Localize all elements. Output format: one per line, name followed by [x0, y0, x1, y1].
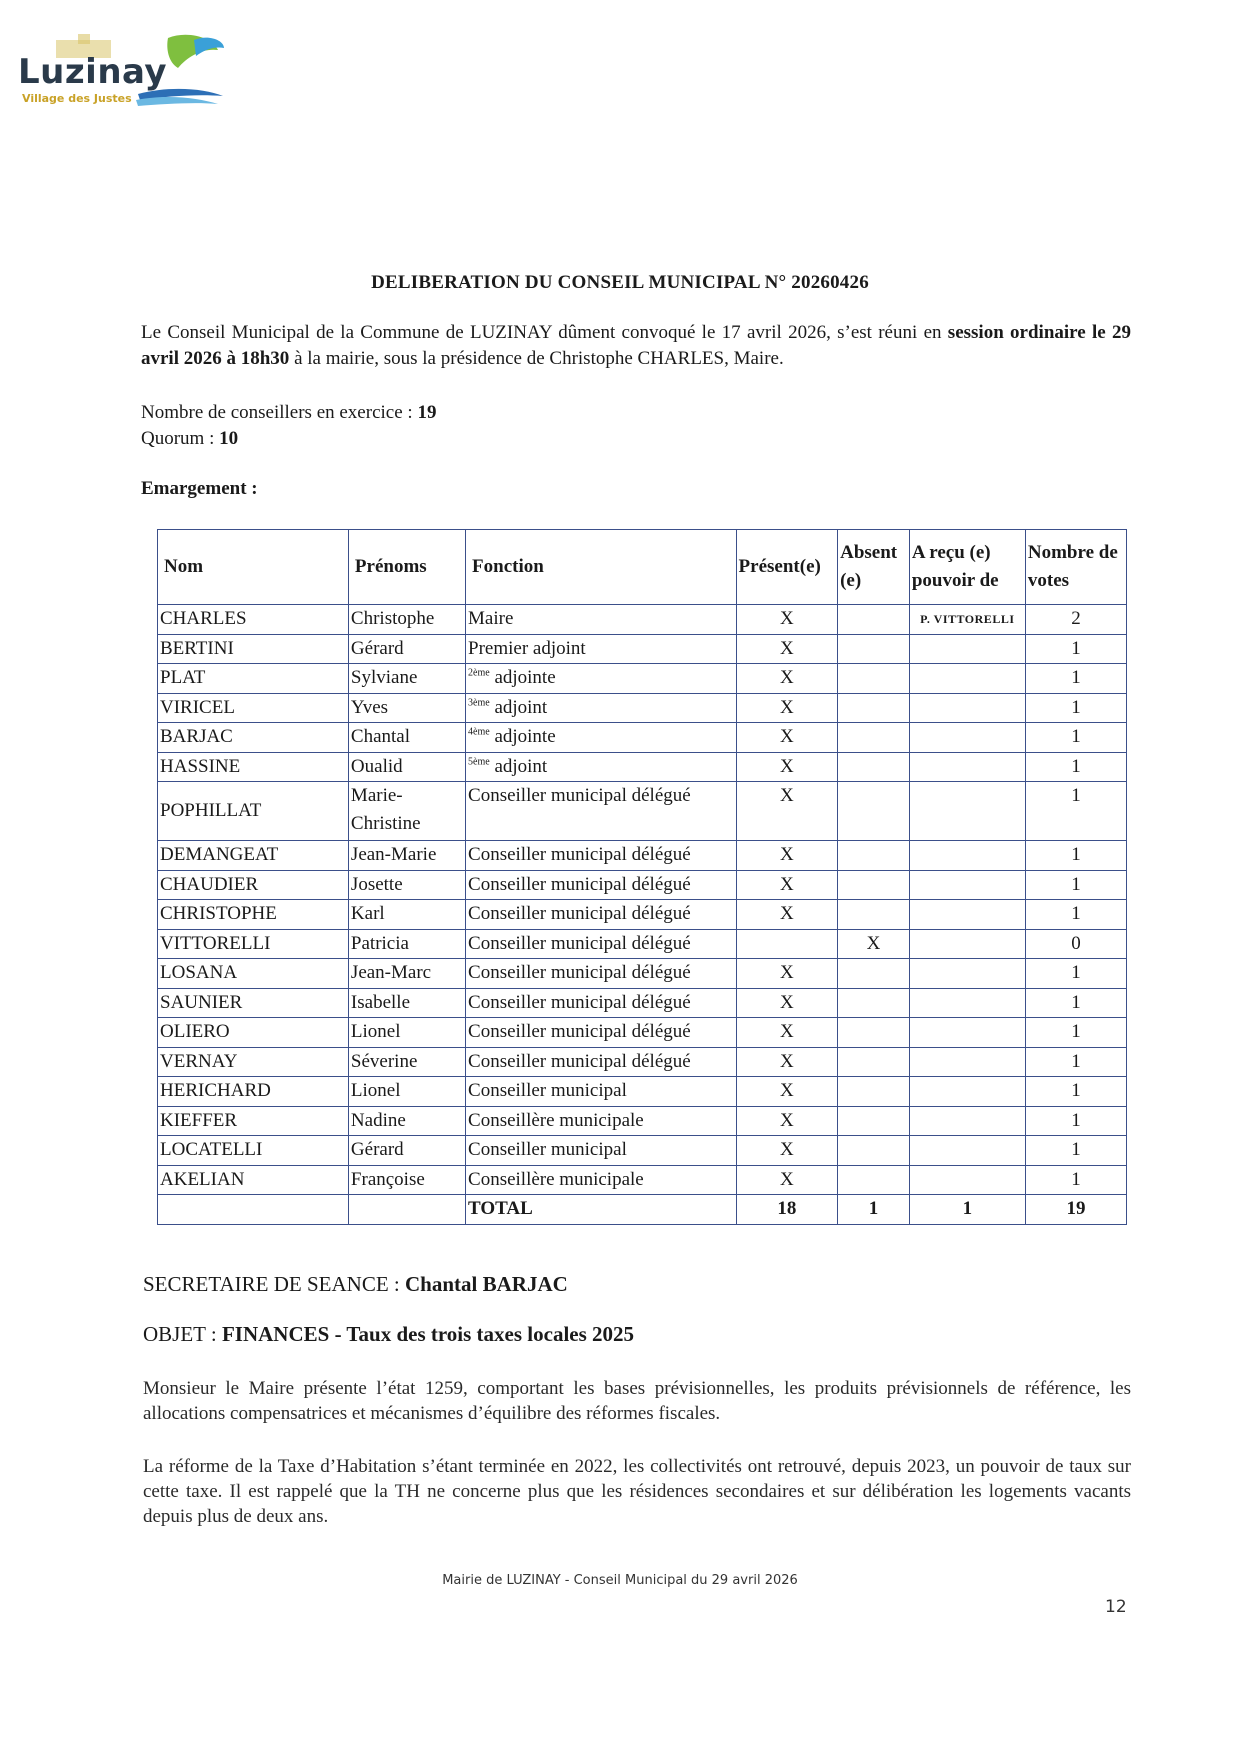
cell-prenom: Marie-Christine: [348, 782, 465, 841]
cell-absent: [838, 870, 910, 900]
header-fonction: Fonction: [466, 530, 737, 605]
cell-fonction-text: adjointe: [489, 667, 556, 689]
cell-fonction: Maire: [466, 605, 737, 635]
cell-prenom: Lionel: [348, 1077, 465, 1107]
total-absent: 1: [838, 1195, 910, 1225]
intro-session-bold: session ordinaire le 29 avril 2026 à 18h30: [141, 322, 1131, 369]
cell-prenom: Chantal: [348, 723, 465, 753]
cell-pouvoir: [909, 900, 1025, 930]
objet-label: OBJET :: [143, 1322, 222, 1346]
cell-fonction: Conseiller municipal délégué: [466, 988, 737, 1018]
cell-present: X: [736, 605, 838, 635]
header-prenoms: Prénoms: [348, 530, 465, 605]
cell-absent: [838, 782, 910, 841]
cell-votes: 1: [1025, 870, 1126, 900]
cell-votes: 1: [1025, 1047, 1126, 1077]
cell-votes: 1: [1025, 841, 1126, 871]
cell-fonction: Conseillère municipale: [466, 1165, 737, 1195]
objet-value: FINANCES - Taux des trois taxes locales 2025: [221, 1322, 635, 1346]
cell-absent: [838, 664, 910, 694]
cell-absent: [838, 1106, 910, 1136]
cell-nom: LOCATELLI: [158, 1136, 349, 1166]
cell-absent: [838, 1165, 910, 1195]
cell-nom: CHARLES: [158, 605, 349, 635]
cell-absent: [838, 1047, 910, 1077]
cell-votes: 1: [1025, 723, 1126, 753]
cell-present: X: [736, 841, 838, 871]
cell-prenom: Patricia: [348, 929, 465, 959]
cell-prenom: Gérard: [348, 1136, 465, 1166]
table-row: [158, 870, 1127, 900]
secretaire-value: Chantal BARJAC: [405, 1272, 568, 1296]
cell-pouvoir: [909, 1106, 1025, 1136]
table-row: [158, 988, 1127, 1018]
cell-votes: 1: [1025, 988, 1126, 1018]
cell-pouvoir: [909, 870, 1025, 900]
cell-prenom: Lionel: [348, 1018, 465, 1048]
cell-fonction: Conseiller municipal délégué: [466, 959, 737, 989]
table-row: [158, 605, 1127, 635]
conseillers-value: 19: [417, 402, 437, 423]
cell-present: X: [736, 723, 838, 753]
cell-pouvoir: [909, 959, 1025, 989]
cell-fonction: Conseiller municipal: [466, 1136, 737, 1166]
cell-pouvoir: [909, 1136, 1025, 1166]
cell-fonction: Conseiller municipal délégué: [466, 929, 737, 959]
cell-absent: [838, 988, 910, 1018]
total-votes: 19: [1025, 1195, 1126, 1225]
cell-present: X: [736, 1077, 838, 1107]
table-row: [158, 1136, 1127, 1166]
cell-fonction: Conseiller municipal délégué: [466, 782, 737, 841]
cell-absent: [838, 634, 910, 664]
cell-absent: [838, 959, 910, 989]
cell-pouvoir: [909, 723, 1025, 753]
cell-nom: VERNAY: [158, 1047, 349, 1077]
cell-pouvoir: [909, 1165, 1025, 1195]
cell-present: X: [736, 900, 838, 930]
cell-prenom: Christophe: [348, 605, 465, 635]
total-pouvoir: 1: [909, 1195, 1025, 1225]
cell-pouvoir: [909, 988, 1025, 1018]
cell-nom: VIRICEL: [158, 693, 349, 723]
cell-fonction: Conseiller municipal: [466, 1077, 737, 1107]
cell-nom: DEMANGEAT: [158, 841, 349, 871]
cell-fonction-text: adjointe: [489, 726, 556, 748]
header-pouvoir: A reçu (e) pouvoir de: [909, 530, 1025, 605]
cell-votes: 1: [1025, 1018, 1126, 1048]
table-row: [158, 1018, 1127, 1048]
cell-fonction: Conseiller municipal délégué: [466, 870, 737, 900]
cell-votes: 1: [1025, 664, 1126, 694]
table-row: [158, 1106, 1127, 1136]
cell-fonction-ordinal: 4ème: [468, 726, 490, 738]
intro-text-1: Le Conseil Municipal de la Commune de LUZINAY dûment convoqué le 17 avril 2026, s’est réuni en: [141, 322, 948, 343]
cell-votes: 1: [1025, 1165, 1126, 1195]
cell-nom: KIEFFER: [158, 1106, 349, 1136]
cell-prenom: Josette: [348, 870, 465, 900]
cell-present: X: [736, 782, 838, 841]
cell-present: X: [736, 1136, 838, 1166]
cell-prenom: Gérard: [348, 634, 465, 664]
cell-present: X: [736, 959, 838, 989]
cell-fonction-ordinal: 5ème: [468, 756, 490, 768]
body-paragraph-2: La réforme de la Taxe d’Habitation s’étant terminée en 2022, les collectivités ont retrouvé, depuis 2023, un pouvoir de taux sur cette taxe. Il est rappelé que la TH ne concerne plus que les résidences secondaires et sur délibération les logements vacants depuis plus de deux ans.: [143, 1456, 1131, 1527]
table-row: [158, 1165, 1127, 1195]
cell-fonction: Conseiller municipal délégué: [466, 900, 737, 930]
luzinay-logo: [18, 28, 228, 113]
cell-votes: 1: [1025, 1106, 1126, 1136]
cell-prenom: Sylviane: [348, 664, 465, 694]
cell-absent: [838, 605, 910, 635]
cell-fonction-ordinal: 2ème: [468, 667, 490, 679]
header-votes: Nombre de votes: [1025, 530, 1126, 605]
cell-prenom: Jean-Marie: [348, 841, 465, 871]
cell-absent: [838, 900, 910, 930]
cell-present: X: [736, 1047, 838, 1077]
cell-present: X: [736, 988, 838, 1018]
table-row: [158, 634, 1127, 664]
cell-votes: 1: [1025, 959, 1126, 989]
cell-pouvoir: [909, 841, 1025, 871]
cell-votes: 2: [1025, 605, 1126, 635]
cell-absent: [838, 723, 910, 753]
cell-nom: PLAT: [158, 664, 349, 694]
cell-prenom: Séverine: [348, 1047, 465, 1077]
cell-votes: 1: [1025, 782, 1126, 841]
objet-line: [143, 1322, 634, 1347]
intro-text-2: à la mairie, sous la présidence de Christophe CHARLES, Maire.: [289, 348, 784, 369]
cell-votes: 1: [1025, 752, 1126, 782]
cell-nom: BARJAC: [158, 723, 349, 753]
attendance-table: [157, 529, 1127, 1225]
cell-fonction: [466, 723, 737, 753]
table-row: [158, 782, 1127, 841]
table-row: [158, 664, 1127, 694]
cell-absent: [838, 1077, 910, 1107]
cell-prenom: Françoise: [348, 1165, 465, 1195]
cell-present: X: [736, 1106, 838, 1136]
cell-votes: 0: [1025, 929, 1126, 959]
header-present: Présent(e): [736, 530, 838, 605]
cell-nom: AKELIAN: [158, 1165, 349, 1195]
cell-pouvoir: [909, 664, 1025, 694]
cell-absent: [838, 1136, 910, 1166]
cell-absent: [838, 841, 910, 871]
cell-present: [736, 929, 838, 959]
cell-nom: SAUNIER: [158, 988, 349, 1018]
conseillers-label: Nombre de conseillers en exercice :: [141, 402, 418, 423]
cell-pouvoir: [909, 634, 1025, 664]
cell-pouvoir: [909, 1018, 1025, 1048]
cell-prenom: Isabelle: [348, 988, 465, 1018]
cell-pouvoir: [909, 1047, 1025, 1077]
cell-nom: CHAUDIER: [158, 870, 349, 900]
cell-present: X: [736, 870, 838, 900]
meta-counts: [141, 400, 436, 452]
cell-absent: [838, 693, 910, 723]
cell-nom: OLIERO: [158, 1018, 349, 1048]
cell-present: X: [736, 752, 838, 782]
cell-nom: HASSINE: [158, 752, 349, 782]
emargement-heading: Emargement :: [141, 478, 258, 499]
cell-absent: X: [838, 929, 910, 959]
cell-absent: [838, 752, 910, 782]
cell-nom: LOSANA: [158, 959, 349, 989]
cell-prenom: Yves: [348, 693, 465, 723]
cell-pouvoir: [909, 693, 1025, 723]
cell-votes: 1: [1025, 1136, 1126, 1166]
cell-fonction-text: adjoint: [489, 696, 548, 718]
table-total-row: [158, 1195, 1127, 1225]
body-paragraph-1: Monsieur le Maire présente l’état 1259, comportant les bases prévisionnelles, les produits prévisionnels de référence, les allocations compensatrices et mécanismes d’équilibre des réformes fiscales.: [143, 1378, 1131, 1424]
cell-votes: 1: [1025, 900, 1126, 930]
total-empty-1: [158, 1195, 349, 1225]
cell-present: X: [736, 1165, 838, 1195]
quorum-value: 10: [219, 428, 239, 449]
logo-tagline: Village des Justes: [22, 92, 132, 105]
cell-nom: HERICHARD: [158, 1077, 349, 1107]
table-row: [158, 693, 1127, 723]
total-present: 18: [736, 1195, 838, 1225]
header-absent: Absent (e): [838, 530, 910, 605]
table-row: [158, 900, 1127, 930]
cell-nom: POPHILLAT: [158, 782, 349, 841]
cell-fonction: Premier adjoint: [466, 634, 737, 664]
table-header-row: [158, 530, 1127, 605]
cell-present: X: [736, 634, 838, 664]
cell-fonction: Conseiller municipal délégué: [466, 841, 737, 871]
table-row: [158, 723, 1127, 753]
cell-fonction-text: adjoint: [489, 755, 548, 777]
cell-nom: CHRISTOPHE: [158, 900, 349, 930]
table-row: [158, 841, 1127, 871]
logo-name: Luzinay: [18, 52, 168, 92]
page-number: 12: [1105, 1597, 1127, 1617]
cell-nom: VITTORELLI: [158, 929, 349, 959]
cell-fonction-ordinal: 3ème: [468, 697, 490, 709]
secretaire-line: [143, 1272, 568, 1297]
cell-fonction: Conseiller municipal délégué: [466, 1047, 737, 1077]
total-label: TOTAL: [466, 1195, 737, 1225]
cell-fonction: [466, 752, 737, 782]
table-row: [158, 929, 1127, 959]
table-row: [158, 959, 1127, 989]
cell-votes: 1: [1025, 693, 1126, 723]
cell-present: X: [736, 693, 838, 723]
cell-pouvoir: [909, 782, 1025, 841]
cell-pouvoir: [909, 752, 1025, 782]
table-row: [158, 1077, 1127, 1107]
page-footer: Mairie de LUZINAY - Conseil Municipal du 29 avril 2026: [442, 1573, 798, 1588]
cell-votes: 1: [1025, 1077, 1126, 1107]
cell-prenom: Oualid: [348, 752, 465, 782]
cell-nom: BERTINI: [158, 634, 349, 664]
cell-pouvoir: [909, 929, 1025, 959]
quorum-label: Quorum :: [141, 428, 220, 449]
total-empty-2: [348, 1195, 465, 1225]
table-row: [158, 1047, 1127, 1077]
conseillers-line: [141, 400, 436, 426]
cell-fonction: [466, 664, 737, 694]
header-nom: Nom: [158, 530, 349, 605]
table-row: [158, 752, 1127, 782]
page-title: DELIBERATION DU CONSEIL MUNICIPAL N° 20260426: [371, 272, 869, 293]
cell-present: X: [736, 1018, 838, 1048]
cell-present: X: [736, 664, 838, 694]
cell-prenom: Nadine: [348, 1106, 465, 1136]
quorum-line: [141, 426, 436, 452]
cell-prenom: Karl: [348, 900, 465, 930]
cell-fonction: Conseillère municipale: [466, 1106, 737, 1136]
cell-fonction: [466, 693, 737, 723]
cell-fonction: Conseiller municipal délégué: [466, 1018, 737, 1048]
intro-paragraph: [141, 320, 1131, 372]
cell-pouvoir: [909, 1077, 1025, 1107]
secretaire-label: SECRETAIRE DE SEANCE :: [143, 1272, 405, 1296]
cell-votes: 1: [1025, 634, 1126, 664]
cell-prenom: Jean-Marc: [348, 959, 465, 989]
cell-absent: [838, 1018, 910, 1048]
cell-pouvoir: P. VITTORELLI: [909, 605, 1025, 635]
